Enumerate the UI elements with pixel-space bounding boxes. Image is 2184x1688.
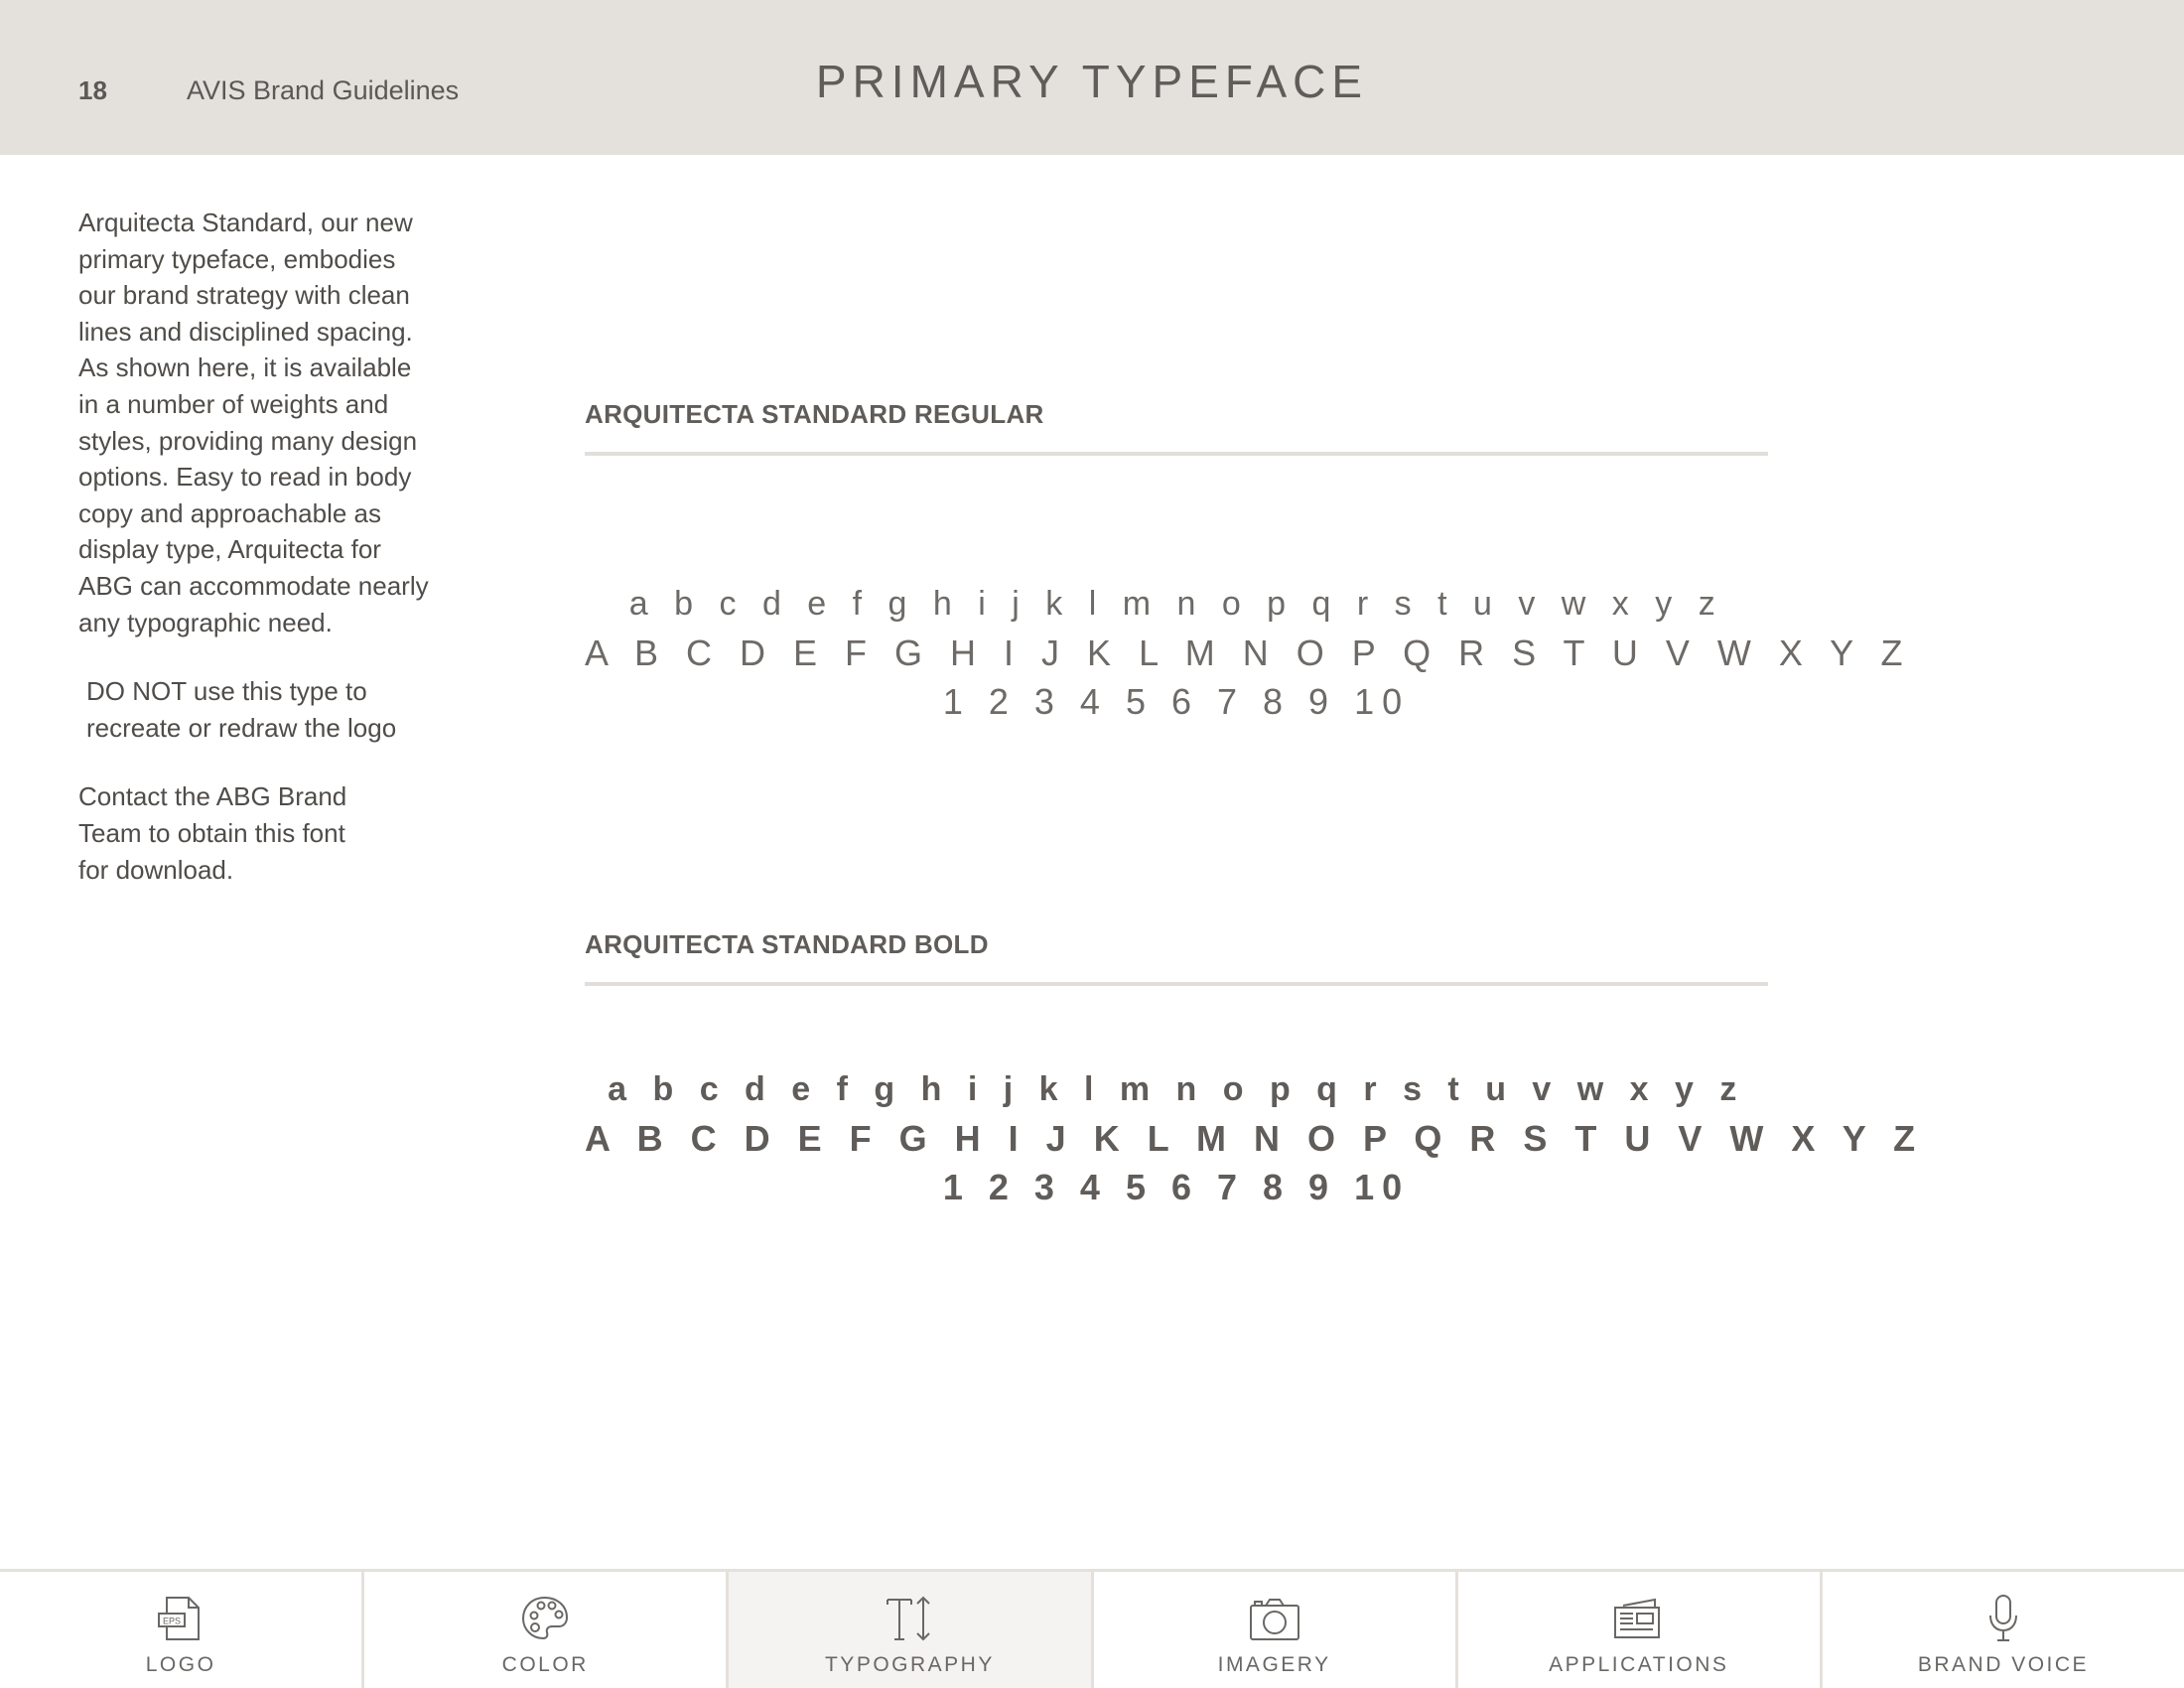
text-size-icon	[882, 1592, 937, 1645]
bold-specimen	[585, 1065, 1925, 1210]
regular-lowercase: a b c d e f g h i j k l m n o p q r s t u v w x y z	[628, 585, 1724, 623]
document-title: AVIS Brand Guidelines	[187, 75, 460, 105]
nav-typography[interactable]	[726, 1572, 1090, 1688]
nav-label-logo: LOGO	[145, 1653, 216, 1676]
logo-warning-paragraph: DO NOT use this type to recreate or redraw the logo	[86, 676, 397, 743]
regular-uppercase: A B C D E F G H I J K L M N O P Q R S T U V W X Y Z	[585, 633, 1912, 673]
page-number: 18	[78, 75, 107, 105]
nav-label-brand-voice: BRAND VOICE	[1917, 1653, 2090, 1676]
eps-badge-text: EPS	[163, 1616, 182, 1626]
contact-paragraph: Contact the ABG Brand Team to obtain this font for download.	[78, 781, 347, 885]
regular-heading: ARQUITECTA STANDARD REGULAR	[585, 399, 1044, 429]
nav-label-imagery: IMAGERY	[1217, 1653, 1331, 1676]
regular-numbers: 1 2 3 4 5 6 7 8 9 10	[942, 681, 1411, 722]
eps-file-icon	[153, 1592, 208, 1645]
bold-numbers: 1 2 3 4 5 6 7 8 9 10	[942, 1167, 1411, 1207]
bold-divider	[585, 982, 1768, 986]
intro-text	[78, 205, 436, 920]
camera-icon	[1247, 1592, 1302, 1645]
nav-imagery[interactable]	[1091, 1572, 1455, 1688]
page-title: PRIMARY TYPEFACE	[815, 56, 1369, 107]
newspaper-icon	[1611, 1592, 1667, 1645]
nav-brand-voice[interactable]	[1820, 1572, 2184, 1688]
nav-label-typography: TYPOGRAPHY	[824, 1653, 995, 1676]
palette-icon	[517, 1592, 573, 1645]
nav-color[interactable]	[361, 1572, 726, 1688]
intro-paragraph: Arquitecta Standard, our new primary typeface, embodies our brand strategy with clean lines and disciplined spacing. As shown here, it is available in a number of weights and styles, providing many design options. Easy to read in body copy and approachable as display type, Arquitecta for ABG can accommodate nearly any typographic need.	[78, 208, 429, 637]
bold-uppercase: A B C D E F G H I J K L M N O P Q R S T U V W X Y Z	[585, 1118, 1925, 1159]
section-nav	[0, 1569, 2184, 1688]
bold-heading: ARQUITECTA STANDARD BOLD	[585, 929, 989, 959]
regular-divider	[585, 452, 1768, 456]
nav-logo[interactable]	[0, 1572, 361, 1688]
nav-label-applications: APPLICATIONS	[1549, 1653, 1729, 1676]
nav-label-color: COLOR	[501, 1653, 589, 1676]
nav-applications[interactable]	[1455, 1572, 1820, 1688]
page-header	[0, 0, 2184, 155]
microphone-icon	[1976, 1592, 2031, 1645]
regular-specimen	[585, 580, 1912, 725]
bold-lowercase: a b c d e f g h i j k l m n o p q r s t u v w x y z	[608, 1070, 1745, 1108]
